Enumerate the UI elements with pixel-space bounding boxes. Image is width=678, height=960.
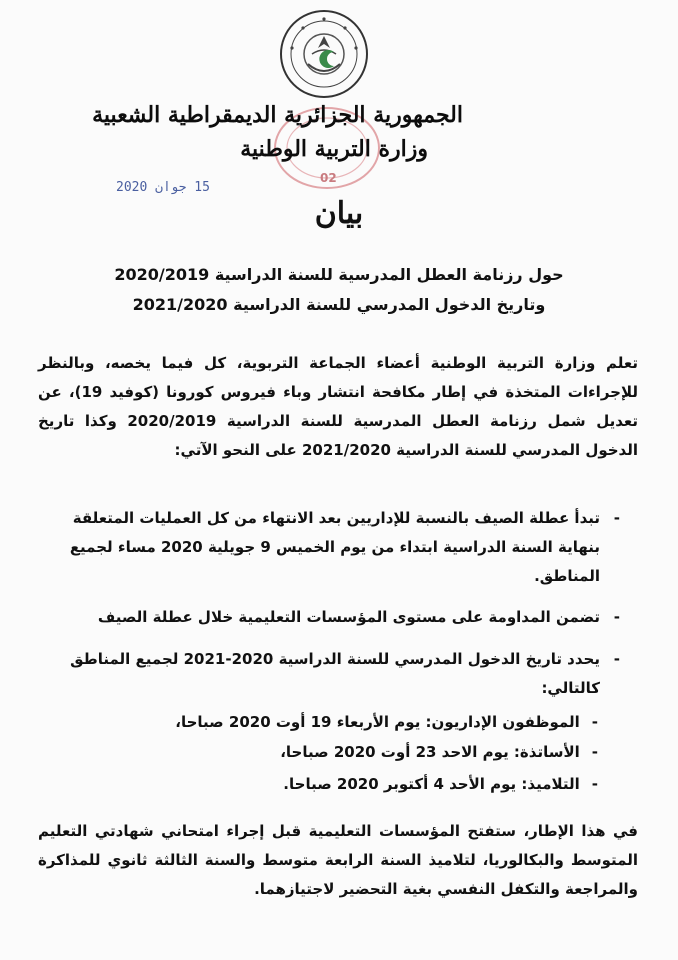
schedule-text: الأساتذة: يوم الاحد 23 أوت 2020 صباحا،	[280, 743, 580, 761]
schedule-text: التلاميذ: يوم الأحد 4 أكتوبر 2020 صباحا.	[283, 775, 580, 793]
bullet-text: تضمن المداومة على مستوى المؤسسات التعليمية خلال عطلة الصيف	[97, 608, 600, 626]
schedule-item: -الأساتذة: يوم الاحد 23 أوت 2020 صباحا،	[280, 743, 598, 761]
document-title: بيان	[314, 196, 364, 231]
schedule-text: الموظفون الإداريون: يوم الأربعاء 19 أوت 2020 صباحا،	[175, 713, 580, 731]
stamp-number: 02	[320, 171, 337, 185]
schedule-item: -الموظفون الإداريون: يوم الأربعاء 19 أوت 2020 صباحا،	[175, 713, 598, 731]
subtitle-line-1: حول رزنامة العطل المدرسية للسنة الدراسية 2020/2019	[114, 265, 564, 284]
republic-name: الجمهورية الجزائرية الديمقراطية الشعبية	[92, 102, 463, 128]
schedule-item: -التلاميذ: يوم الأحد 4 أكتوبر 2020 صباحا.	[283, 775, 598, 793]
closing-paragraph: في هذا الإطار، ستفتح المؤسسات التعليمية قبل إجراء امتحاني شهادتي التعليم المتوسط والبكالوريا، لتلاميذ السنة الرابعة متوسط والسنة الثالثة ثانوي للمذاكرة والمراجعة والتكفل النفسي بغية التحضير لاجتيازهما.	[38, 822, 638, 898]
bullet-item: - تضمن المداومة على مستوى المؤسسات التعليمية خلال عطلة الصيف	[97, 608, 620, 626]
date-stamp: 15 جوان 2020	[116, 180, 210, 195]
bullet-text: يحدد تاريخ الدخول المدرسي للسنة الدراسية 2020-2021 لجميع المناطق كالتالي:	[70, 650, 600, 697]
bullet-item: - يحدد تاريخ الدخول المدرسي للسنة الدراسية 2020-2021 لجميع المناطق كالتالي:	[70, 650, 620, 697]
bullet-item: - تبدأ عطلة الصيف بالنسبة للإداريين بعد الانتهاء من كل العمليات المتعلقة بنهاية السنة الدراسية ابتداء من يوم الخميس 9 جويلية 2020 مساء لجميع المناطق.	[69, 509, 620, 585]
subtitle-line-2: وتاريخ الدخول المدرسي للسنة الدراسية 2021/2020	[132, 295, 546, 314]
ministry-name: وزارة التربية الوطنية	[240, 136, 428, 162]
bullet-text: تبدأ عطلة الصيف بالنسبة للإداريين بعد الانتهاء من كل العمليات المتعلقة بنهاية السنة الدراسية ابتداء من يوم الخميس 9 جويلية 2020 مساء لجميع المناطق.	[69, 509, 600, 585]
national-seal-icon	[278, 8, 370, 100]
intro-paragraph: تعلم وزارة التربية الوطنية أعضاء الجماعة التربوية، كل فيما يخصه، وبالنظر للإجراءات المتخذة في إطار مكافحة انتشار وباء فيروس كورونا (كوفيد 19)، عن تعديل شمل رزنامة العطل المدرسية للسنة الدراسية 2020/2019 وكذا تاريخ الدخول المدرسي للسنة الدراسية 2021/2020 على النحو الآتي:	[38, 354, 638, 459]
